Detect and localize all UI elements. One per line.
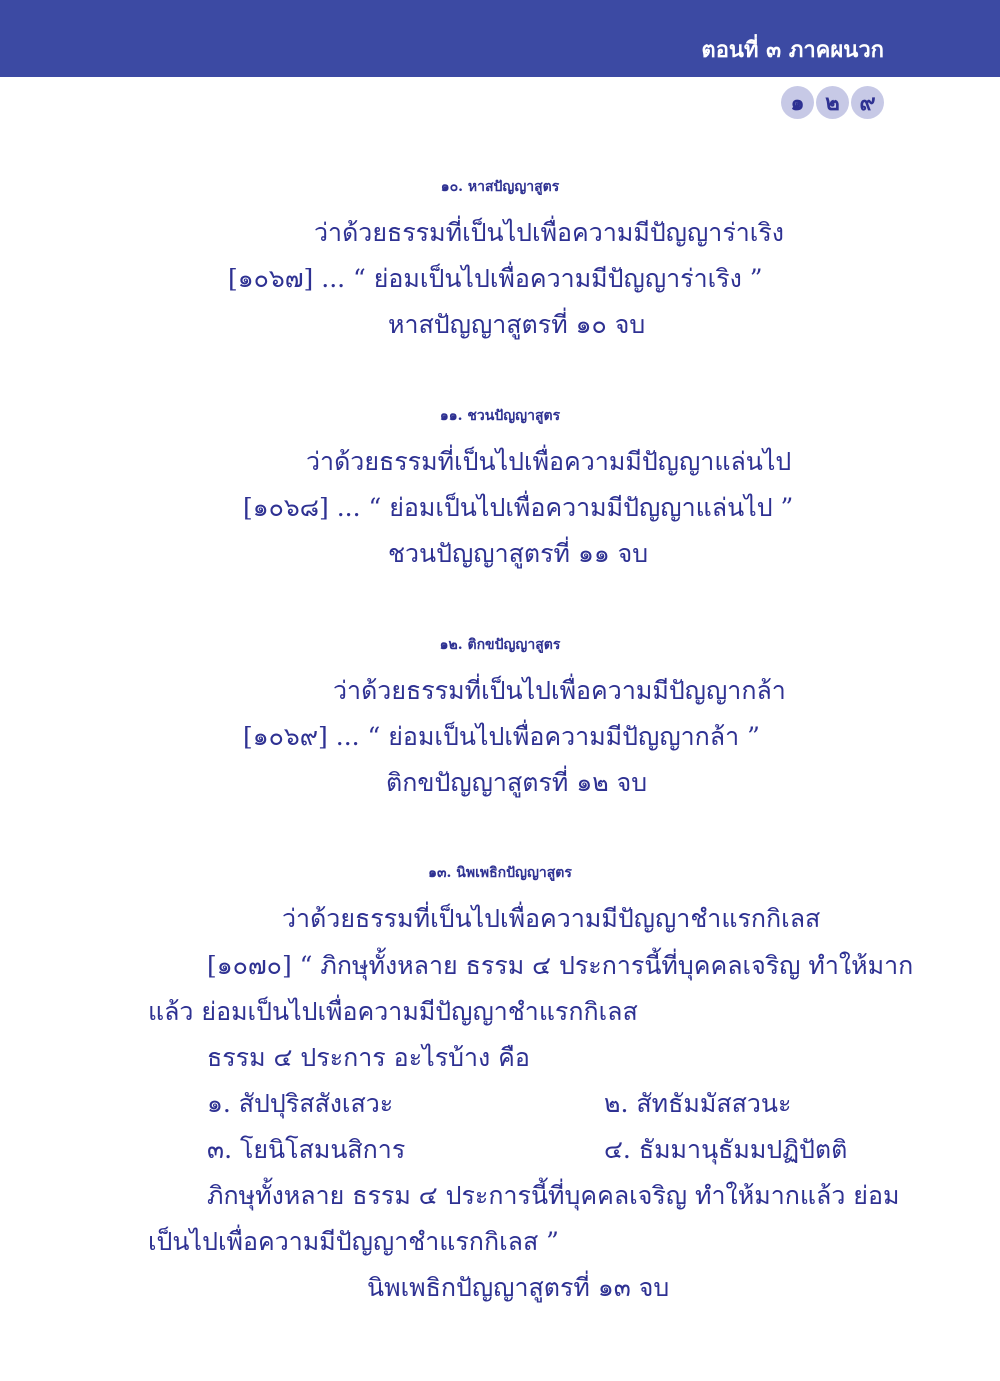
section-heading: ๑๑. ชวนปัญญาสูตร xyxy=(439,408,561,424)
section-ending: หาสปัญญาสูตรที่ ๑๐ จบ xyxy=(388,310,646,339)
section-heading: ๑๐. หาสปัญญาสูตร xyxy=(440,179,560,195)
section-heading: ๑๒. ติกขปัญญาสูตร xyxy=(439,637,561,653)
section-subtitle: ว่าด้วยธรรมที่เป็นไปเพื่อความมีปัญญาแล่นไป xyxy=(306,447,792,476)
section-ending: ติกขปัญญาสูตรที่ ๑๒ จบ xyxy=(386,768,648,797)
verse-line: [๑๐๖๘] ... “ ย่อมเป็นไปเพื่อความมีปัญญาแล่นไป ” xyxy=(243,493,794,522)
paragraph-line: [๑๐๗๐] “ ภิกษุทั้งหลาย ธรรม ๔ ประการนี้ที่บุคคลเจริญ ทำให้มาก xyxy=(207,951,914,980)
paragraph-line: แล้ว ย่อมเป็นไปเพื่อความมีปัญญาชำแรกกิเลส xyxy=(148,997,638,1026)
list-item: ๔. ธัมมานุธัมมปฏิปัตติ xyxy=(604,1135,848,1164)
paragraph-line: เป็นไปเพื่อความมีปัญญาชำแรกกิเลส ” xyxy=(148,1227,559,1256)
verse-line: [๑๐๖๗] ... “ ย่อมเป็นไปเพื่อความมีปัญญาร่าเริง ” xyxy=(228,264,763,293)
paragraph-line: ภิกษุทั้งหลาย ธรรม ๔ ประการนี้ที่บุคคลเจริญ ทำให้มากแล้ว ย่อม xyxy=(207,1181,900,1210)
list-item: ๑. สัปปุริสสังเสวะ xyxy=(207,1089,394,1118)
section-subtitle: ว่าด้วยธรรมที่เป็นไปเพื่อความมีปัญญาชำแรกกิเลส xyxy=(282,904,821,933)
chapter-title: ตอนที่ ๓ ภาคผนวก xyxy=(701,38,884,63)
page-digit: ๑ xyxy=(781,86,814,119)
section-ending: นิพเพธิกปัญญาสูตรที่ ๑๓ จบ xyxy=(367,1273,670,1302)
page-number xyxy=(781,86,884,119)
list-item: ๓. โยนิโสมนสิการ xyxy=(207,1135,406,1164)
section-subtitle: ว่าด้วยธรรมที่เป็นไปเพื่อความมีปัญญาร่าเริง xyxy=(314,218,784,247)
section-ending: ชวนปัญญาสูตรที่ ๑๑ จบ xyxy=(388,539,649,568)
verse-line: [๑๐๖๙] ... “ ย่อมเป็นไปเพื่อความมีปัญญากล้า ” xyxy=(243,722,760,751)
header-bar xyxy=(0,0,1000,77)
page-digit: ๒ xyxy=(816,86,849,119)
page-digit: ๙ xyxy=(851,86,884,119)
question-line: ธรรม ๔ ประการ อะไรบ้าง คือ xyxy=(207,1043,530,1072)
list-item: ๒. สัทธัมมัสสวนะ xyxy=(604,1089,792,1118)
section-subtitle: ว่าด้วยธรรมที่เป็นไปเพื่อความมีปัญญากล้า xyxy=(333,676,786,705)
section-heading: ๑๓. นิพเพธิกปัญญาสูตร xyxy=(428,865,572,881)
